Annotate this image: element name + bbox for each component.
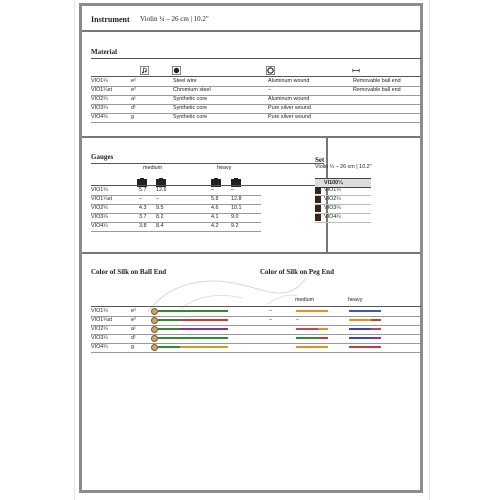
- peg-medium-none: –: [296, 317, 299, 323]
- peg-medium-stripe: [296, 337, 318, 339]
- gauge-cell: VIO1¼: [91, 187, 108, 193]
- material-cell: e²: [131, 87, 136, 93]
- gauge-cell: 3.7: [139, 214, 147, 220]
- set-color-bar: [315, 214, 321, 221]
- header-divider: [82, 30, 420, 32]
- silk-row: [91, 335, 421, 342]
- gauges-title: Gauges: [91, 153, 114, 161]
- peg-heavy-label: heavy: [348, 297, 363, 303]
- peg-medium-stripe-2: [318, 328, 328, 330]
- gauge-cell: 5.8: [211, 196, 219, 202]
- silk-string-name: VIO1¼: [91, 308, 108, 314]
- set-item: VIO4¼: [324, 214, 341, 220]
- silk-note: d¹: [131, 335, 136, 341]
- gauge-cell: –: [231, 187, 234, 193]
- peg-heavy-stripe: [349, 337, 371, 339]
- gauge-cell: 4.3: [139, 205, 147, 211]
- gauge-row: [91, 223, 326, 231]
- ball-silk-stripe-2: [180, 346, 228, 348]
- material-cell: Synthetic core: [173, 114, 208, 120]
- gauge-cell: 9.2: [231, 223, 239, 229]
- ball-silk-stripe: [158, 346, 180, 348]
- silk-note: g: [131, 344, 134, 350]
- silk-note: a¹: [131, 326, 136, 332]
- gauge-cell: 4.6: [211, 205, 219, 211]
- silk-string-name: VIO1¼st: [91, 317, 112, 323]
- material-row: [91, 114, 421, 122]
- silk-row-rule: [91, 352, 421, 353]
- ball-silk-stripe-2: [180, 319, 228, 321]
- peg-heavy-stripe: [349, 328, 371, 330]
- peg-medium-stripe-2: [318, 346, 328, 348]
- material-cell: VIO1¼: [91, 78, 108, 84]
- instrument-label: Instrument: [91, 15, 130, 24]
- peg-heavy-stripe: [349, 346, 371, 348]
- peg-medium-stripe: [296, 310, 318, 312]
- ball-silk-stripe: [158, 328, 180, 330]
- material-cell: Synthetic core: [173, 105, 208, 111]
- silk-dash: –: [269, 317, 272, 323]
- gauge-row-rule: [91, 231, 261, 232]
- material-cell: e²: [131, 78, 136, 84]
- material-header-rule: [91, 76, 421, 77]
- gauge-cell: 5.7: [139, 187, 147, 193]
- material-cell: –: [268, 87, 271, 93]
- silk-dash: –: [269, 308, 272, 314]
- gauge-cell: 4.1: [211, 214, 219, 220]
- set-head-label: VI100¼: [324, 180, 343, 186]
- gauge-cell: –: [139, 196, 142, 202]
- gauge-row: [91, 187, 326, 195]
- material-cell: VIO4¼: [91, 114, 108, 120]
- ball-silk-stripe-2: [180, 328, 228, 330]
- ball-silk-stripe: [158, 337, 180, 339]
- set-item: VIO3¼: [324, 205, 341, 211]
- peg-medium-stripe-2: [318, 310, 328, 312]
- gauges-set-divider: [326, 136, 328, 252]
- gauge-cell: 12.8: [231, 196, 242, 202]
- set-color-bar: [315, 205, 321, 212]
- material-cell: Pure silver wound: [268, 105, 311, 111]
- set-title: Set: [315, 156, 325, 164]
- material-cell: VIO1¼st: [91, 87, 112, 93]
- peg-medium-stripe: [296, 346, 318, 348]
- gauge-row: [91, 214, 326, 222]
- spec-sheet: [74, 0, 430, 500]
- material-title: Material: [91, 48, 118, 56]
- peg-heavy-stripe: [349, 319, 371, 321]
- ball-silk-stripe: [158, 319, 180, 321]
- set-color-bar: [315, 187, 321, 194]
- silk-header-rule: [91, 306, 421, 307]
- gauges-heavy-label: heavy: [217, 165, 232, 171]
- gauge-cell: 4.2: [211, 223, 219, 229]
- gauge-cell: 8.4: [156, 223, 164, 229]
- peg-heavy-stripe-2: [371, 319, 381, 321]
- material-cell: Aluminum wound: [268, 96, 310, 102]
- set-item: VIO2¼: [324, 196, 341, 202]
- material-cell: Aluminum wound: [268, 78, 310, 84]
- material-cell: a¹: [131, 96, 136, 102]
- ball-end-icon: [151, 335, 158, 342]
- ball-end-icon: [151, 308, 158, 315]
- material-row-rule: [91, 122, 421, 123]
- gauge-cell: VIO2¼: [91, 205, 108, 211]
- material-row: [91, 105, 421, 113]
- peg-medium-label: medium: [295, 297, 315, 303]
- peg-medium-stripe-2: [318, 337, 328, 339]
- gauge-cell: 9.5: [156, 205, 164, 211]
- material-cell: Chromium steel: [173, 87, 211, 93]
- peg-heavy-stripe-2: [371, 346, 381, 348]
- material-row: [91, 87, 421, 95]
- peg-heavy-stripe: [349, 310, 371, 312]
- silk-string-name: VIO2¼: [91, 326, 108, 332]
- ball-silk-stripe: [158, 310, 180, 312]
- gauges-medium-label: medium: [143, 165, 163, 171]
- gauge-cell: 10.1: [231, 205, 242, 211]
- gauge-cell: 9.0: [231, 214, 239, 220]
- silk-ball-title: Color of Silk on Ball End: [91, 268, 167, 276]
- gauge-cell: –: [156, 196, 159, 202]
- material-cell: Removable ball end: [353, 87, 401, 93]
- silk-row: [91, 326, 421, 333]
- gauges-title-rule: [91, 163, 324, 164]
- material-cell: VIO3¼: [91, 105, 108, 111]
- gauge-cell: VIO3¼: [91, 214, 108, 220]
- gauges-header-rule: [91, 185, 324, 186]
- set-subtitle: Violin ¼ – 26 cm | 10.2": [315, 164, 372, 170]
- peg-heavy-stripe-2: [371, 328, 381, 330]
- gauge-cell: 8.2: [156, 214, 164, 220]
- material-cell: Pure silver wound: [268, 114, 311, 120]
- ball-end-icon: [151, 317, 158, 324]
- ball-silk-stripe-2: [180, 337, 228, 339]
- silk-note: e²: [131, 317, 136, 323]
- material-cell: d¹: [131, 105, 136, 111]
- gauge-cell: VIO1¼st: [91, 196, 112, 202]
- material-title-rule: [91, 58, 421, 59]
- set-color-bar: [315, 196, 321, 203]
- set-item: VIO1¼: [324, 187, 341, 193]
- peg-medium-stripe: [296, 328, 318, 330]
- gauge-cell: 3.8: [139, 223, 147, 229]
- sheet-frame: [79, 3, 423, 493]
- silk-note: e²: [131, 308, 136, 314]
- instrument-value: Violin ¼ – 26 cm | 10.2": [140, 15, 209, 23]
- gauges-divider: [82, 252, 420, 254]
- ball-end-icon: [151, 326, 158, 333]
- gauge-cell: VIO4¼: [91, 223, 108, 229]
- material-cell: VIO2¼: [91, 96, 108, 102]
- gauge-row: [91, 205, 326, 213]
- set-item-rule: [315, 222, 371, 223]
- ball-silk-stripe-2: [180, 310, 228, 312]
- silk-row: [91, 308, 421, 315]
- silk-row: [91, 317, 421, 324]
- gauge-cell: –: [211, 187, 214, 193]
- material-row: [91, 78, 421, 86]
- peg-heavy-stripe-2: [371, 310, 381, 312]
- material-cell: Synthetic core: [173, 96, 208, 102]
- material-cell: g: [131, 114, 134, 120]
- silk-peg-title: Color of Silk on Peg End: [260, 268, 334, 276]
- gauge-row: [91, 196, 326, 204]
- silk-string-name: VIO3¼: [91, 335, 108, 341]
- silk-row: [91, 344, 421, 351]
- ball-end-icon: [151, 344, 158, 351]
- material-cell: Steel wire: [173, 78, 197, 84]
- silk-string-name: VIO4¼: [91, 344, 108, 350]
- material-divider: [82, 136, 420, 138]
- gauge-cell: 12.6: [156, 187, 167, 193]
- material-cell: Removable ball end: [353, 78, 401, 84]
- peg-heavy-stripe-2: [371, 337, 381, 339]
- material-row: [91, 96, 421, 104]
